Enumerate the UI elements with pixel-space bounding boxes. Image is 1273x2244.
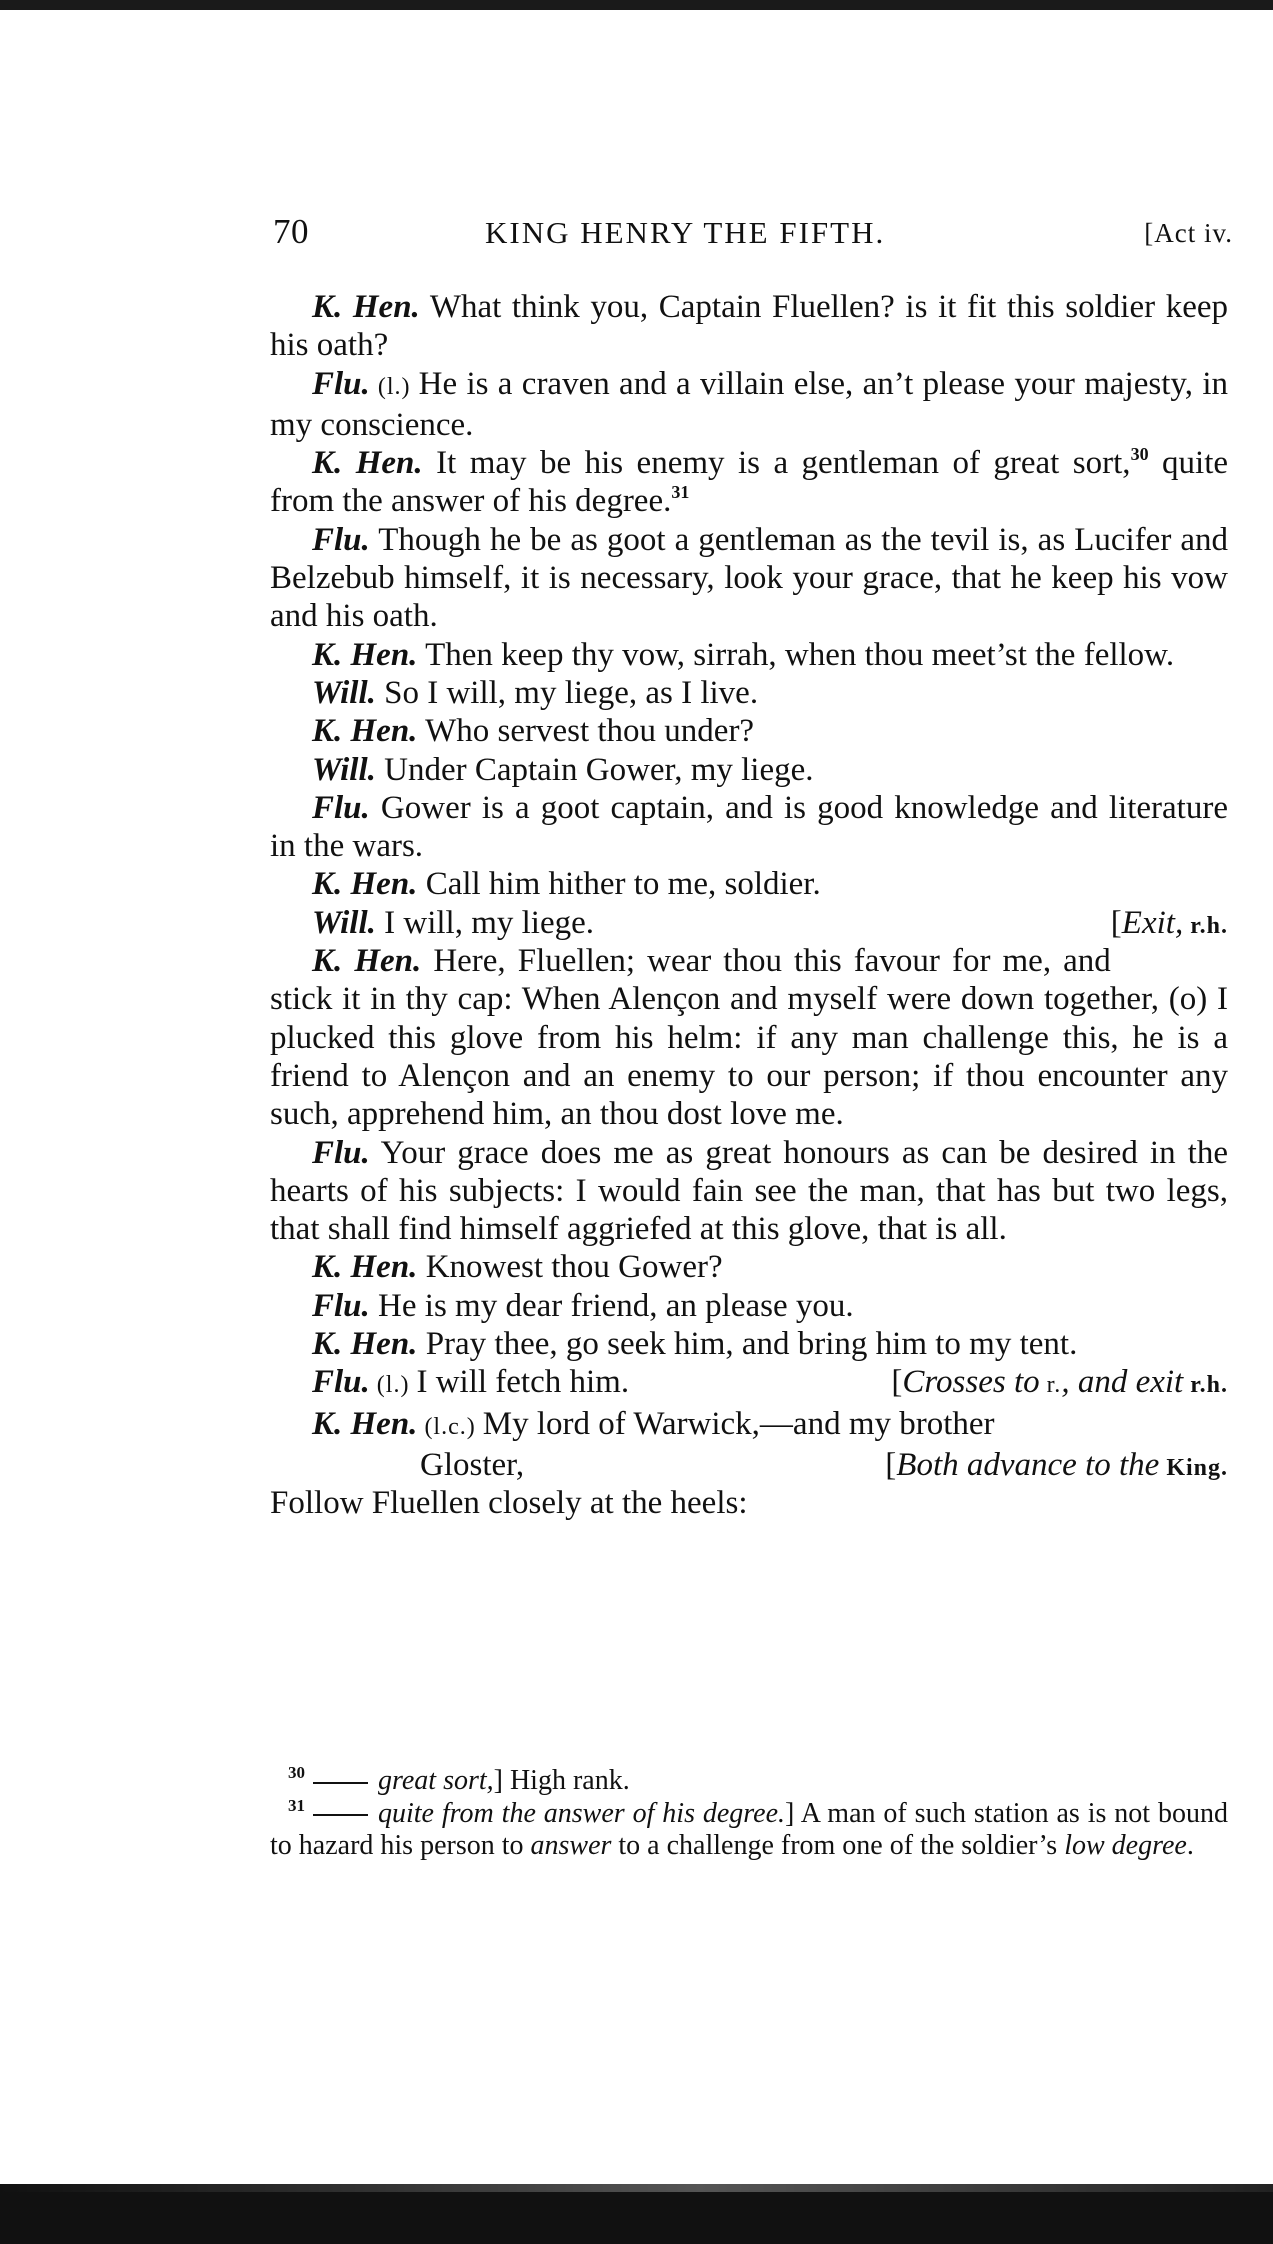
stage-position: r. [1039, 1372, 1062, 1399]
footnote-ref: 30 [1130, 444, 1149, 465]
speech-text: I will fetch him. [416, 1364, 630, 1401]
speech [270, 636, 1228, 674]
page-header [273, 212, 1233, 262]
speech-text: Knowest thou Gower? [417, 1249, 723, 1286]
stage-position: r.h. [1183, 912, 1228, 939]
speech-text: Pray thee, go seek him, and bring him to my tent. [417, 1326, 1078, 1363]
stage-direction-text: Both advance to the [896, 1446, 1160, 1483]
speech [270, 1325, 1228, 1363]
speech [270, 1405, 1228, 1446]
footnote-dash [313, 1782, 368, 1784]
footnote-number: 31 [288, 1795, 305, 1815]
speech-text: He is my dear friend, an please you. [369, 1287, 854, 1324]
speech-text: quite from the answer of his degree. [270, 445, 1229, 520]
speaker-name: K. Hen. [312, 1326, 418, 1363]
footnote-dash [313, 1814, 368, 1816]
speech-text: Follow Fluellen closely at the heels: [270, 1485, 748, 1522]
stage-direction-text: , and exit [1061, 1364, 1184, 1401]
speech-text: Gloster, [420, 1446, 525, 1483]
footnote [270, 1795, 1228, 1863]
speech [270, 751, 1228, 789]
speech [270, 942, 1228, 1133]
footnote-lemma: quite from the answer of his degree. [378, 1797, 786, 1829]
speech [270, 904, 1228, 942]
speaker-name: Flu. [312, 365, 370, 402]
speech [270, 865, 1228, 903]
speech [270, 1134, 1228, 1249]
stage-direction [885, 1446, 1228, 1487]
speaker-name: Will. [312, 751, 376, 788]
scan-bottom-edge [0, 2184, 1273, 2244]
speaker-name: K. Hen. [312, 289, 420, 325]
speech [270, 365, 1228, 445]
speaker-name: K. Hen. [312, 445, 423, 482]
footnote-ref: 31 [671, 482, 690, 503]
speaker-name: Flu. [312, 1364, 370, 1401]
speech [270, 1287, 1228, 1325]
speech-text: My lord of Warwick,—and my brother [482, 1405, 995, 1442]
speech-text: So I will, my liege, as I live. [375, 674, 759, 711]
footnote-text: ] High rank. [493, 1765, 630, 1796]
speech-text: He is a craven and a villain else, an’t please your majesty, in my conscience. [270, 365, 1229, 443]
speaker-name: K. Hen. [312, 943, 422, 980]
speech [270, 444, 1228, 521]
speech-text: Under Captain Gower, my liege. [375, 751, 814, 788]
footnote-emphasis: answer [530, 1830, 612, 1861]
speech [270, 1363, 1228, 1404]
stage-direction-text: Exit, [1121, 904, 1184, 941]
footnote-text: ] A man of such station as is not bound to hazard his person to [270, 1797, 1228, 1861]
stage-direction [891, 1363, 1228, 1404]
speech-text: What think you, Captain Fluellen? is it fit this soldier keep his oath? [270, 289, 1229, 364]
speech-text: Gower is a goot captain, and is good knowledge and literature in the wars. [270, 789, 1228, 865]
speech-text: Who servest thou under? [417, 713, 755, 750]
speaker-name: K. Hen. [312, 1405, 418, 1442]
running-title: KING HENRY THE FIFTH. [485, 215, 886, 250]
speaker-name: Flu. [312, 521, 370, 558]
speech [270, 521, 1228, 636]
speech-text: Then keep thy vow, sirrah, when thou meet’st the fellow. [417, 636, 1175, 673]
stage-position: (l.c.) [417, 1413, 483, 1440]
scan-top-edge [0, 0, 1273, 10]
speaker-name: Flu. [312, 1287, 370, 1324]
speech [270, 789, 1228, 866]
stage-position: King. [1159, 1454, 1228, 1481]
speech-text: Your grace does me as great honours as can be desired in the hearts of his subjects: I would fain see the man, that has but two legs, that shall find himself aggriefed at this glove, that is all. [270, 1134, 1228, 1248]
speaker-name: K. Hen. [312, 866, 418, 903]
stage-position: r.h. [1183, 1372, 1228, 1399]
speaker-name: Will. [312, 674, 376, 711]
bracket: [ [885, 1446, 897, 1483]
speech [270, 1248, 1228, 1286]
speaker-name: K. Hen. [312, 636, 418, 673]
footnote-lemma: great sort, [378, 1765, 494, 1796]
speech [270, 712, 1228, 750]
speaker-name: Flu. [312, 1134, 370, 1171]
speaker-name: Will. [312, 904, 376, 941]
footnote-text: to a challenge from one of the soldier’s [611, 1830, 1065, 1861]
footnote-emphasis: low degree [1064, 1830, 1187, 1861]
speech-continuation [270, 1446, 1228, 1484]
speech [270, 674, 1228, 712]
act-marker: [Act iv. [1144, 218, 1233, 248]
footnotes [270, 1765, 1228, 1863]
page-number: 70 [273, 212, 309, 251]
speaker-name: K. Hen. [312, 713, 418, 750]
speaker-name: K. Hen. [312, 1249, 418, 1286]
bracket: [ [891, 1364, 903, 1401]
footnote [270, 1765, 1228, 1798]
speech-text: I will, my liege. [375, 904, 595, 941]
stage-direction [1111, 904, 1228, 945]
speaker-name: Flu. [312, 789, 370, 826]
footnote-number: 30 [288, 1763, 305, 1782]
play-text [270, 288, 1228, 1523]
speech [270, 288, 1228, 365]
footnote-text: . [1186, 1830, 1194, 1861]
speech-text: Call him hither to me, soldier. [417, 866, 821, 903]
speech-continuation [270, 1484, 1228, 1522]
stage-position: (l.) [369, 373, 419, 400]
speech-text: Here, Fluellen; wear thou this favour for me, and stick it in thy cap: When Alençon and myself were down together, (o) I plucked this glove from his helm: if any man challenge this, he is a friend to Alençon and an enemy to our person; if thou encounter any such, apprehend him, an thou dost love me. [270, 943, 1228, 1133]
speech-text: Though he be as goot a gentleman as the tevil is, as Lucifer and Belzebub himself, it is necessary, look your grace, that he keep his vow and his oath. [270, 521, 1228, 635]
bracket: [ [1110, 904, 1122, 941]
stage-position: (l.) [369, 1372, 417, 1399]
speech-text: It may be his enemy is a gentleman of great sort, [422, 445, 1131, 482]
stage-direction-text: Crosses to [902, 1364, 1040, 1401]
